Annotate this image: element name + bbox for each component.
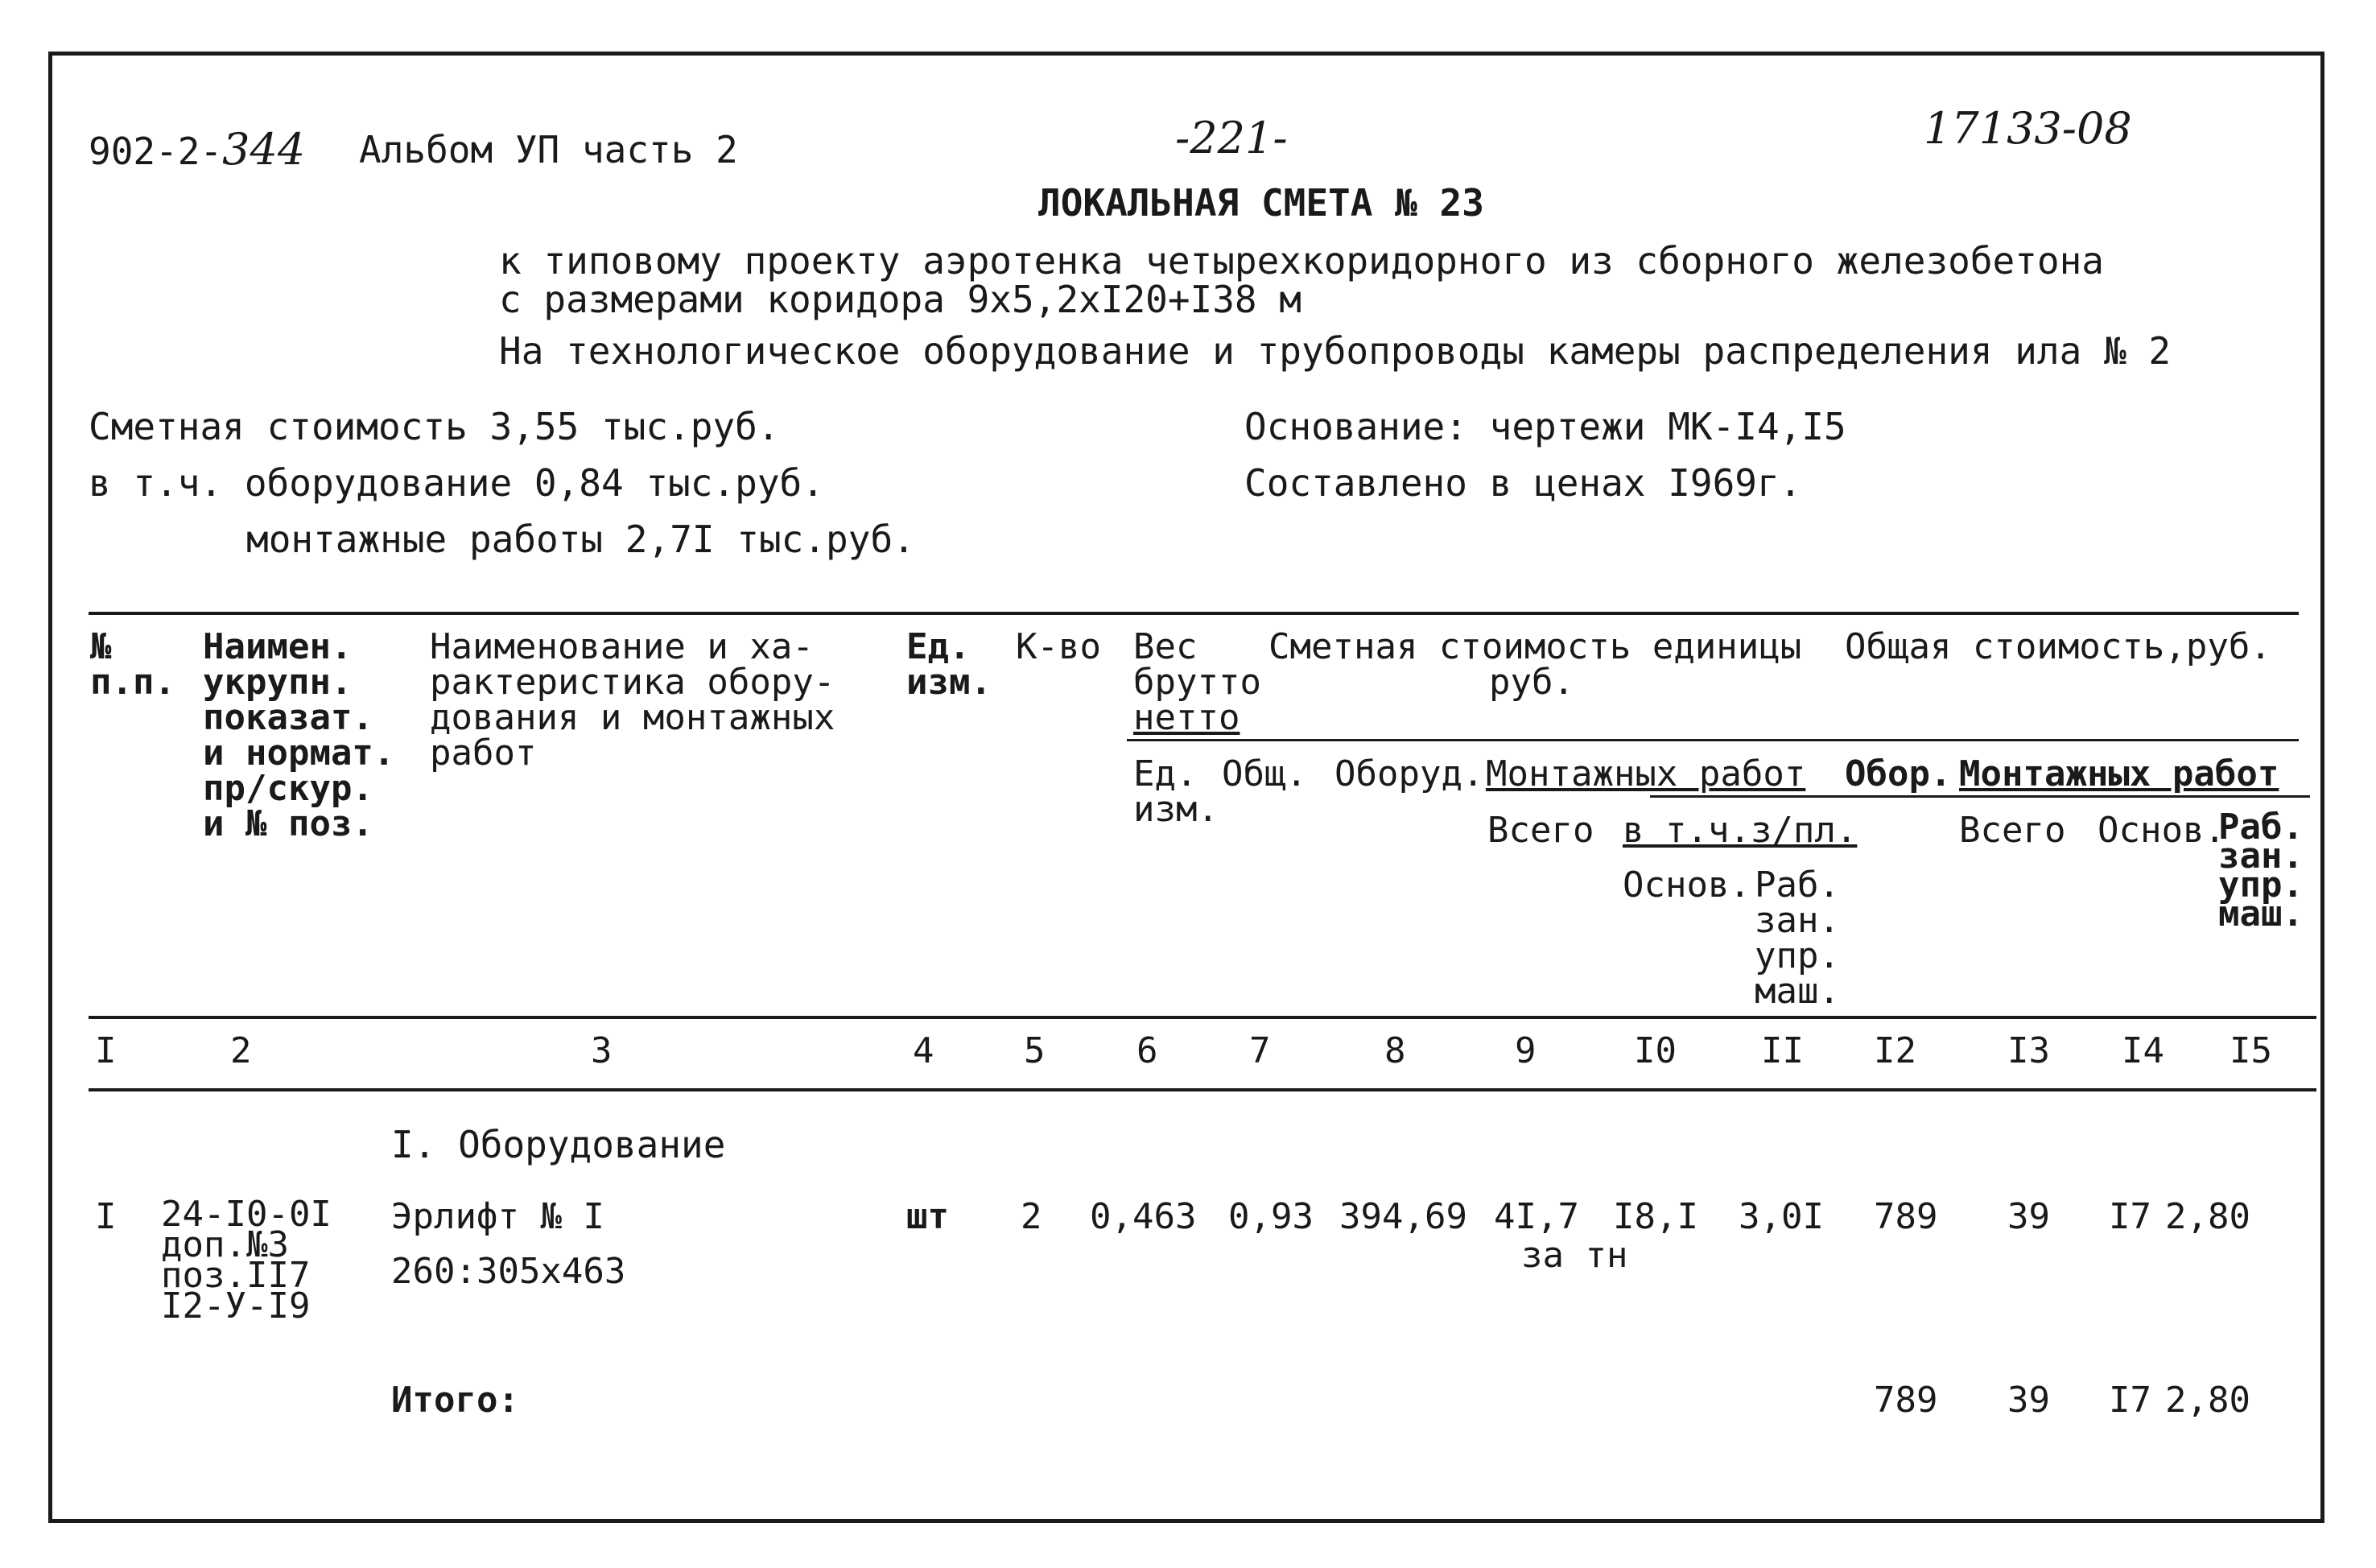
row-code: 24-I0-0I доп.№3 поз.II7 I2-У-I9 [161,1194,332,1327]
col-number-15: I5 [2230,1030,2272,1071]
row-obor-total: 789 [1874,1196,1938,1237]
row-name-dims: 260:305х463 [391,1251,626,1292]
total-vsego: 39 [2007,1380,2050,1421]
basis-text: Основание: чертежи МК-I4,I5 [1244,405,1846,448]
series-suffix: 344 [222,124,306,175]
row-vsego: 4I,7 [1494,1196,1579,1237]
album-label: Альбом УП часть 2 [359,128,738,171]
row-rab-total: 2,80 [2165,1196,2250,1237]
total-obor: 789 [1874,1380,1938,1421]
col-number-14: I4 [2122,1030,2164,1071]
col-header-rab: Раб. зан. упр. маш. [1755,864,1840,1012]
row-za-tn: за тн [1521,1235,1628,1276]
page-number: -221- [1175,113,1288,163]
col-header-vsego2: Всего [1959,810,2066,851]
col-header-unit-cost: Сметная стоимость единицы [1268,626,1802,667]
col-header-vsego: Всего [1487,810,1594,851]
col-header-osnov: Основ. [1623,864,1751,906]
total-osnov: I7 [2109,1380,2151,1421]
col-number-12: I2 [1874,1030,1916,1071]
row-num: I [95,1196,117,1237]
col-number-5: 5 [1024,1030,1046,1071]
col-header-mont2: Монтажных работ [1959,753,2279,794]
col-header-vtch: в т.ч.з/пл. [1623,810,1858,851]
title-line-3: На технологическое оборудование и трубопроводы камеры распределения ила № 2 [499,329,2172,373]
col-number-13: I3 [2007,1030,2050,1071]
works-cost: монтажные работы 2,7I тыс.руб. [246,518,915,561]
col-header-obor: Обор. [1845,753,1952,794]
row-osnov-total: I7 [2109,1196,2151,1237]
row-osnov: I8,I [1613,1196,1698,1237]
prices-text: Составлено в ценах I969г. [1244,461,1802,505]
col-header-rab2: Раб. зан. упр. маш. [2218,807,2304,935]
col-number-6: 6 [1136,1030,1158,1071]
col-header-name: Наименование и ха- рактеристика обору- дования и монтажных работ [430,626,835,774]
col-header-netto: нетто [1133,697,1240,738]
col-header-w-unit: Ед. изм. [1133,753,1219,830]
row-equip: 394,69 [1339,1196,1467,1237]
col-header-unit-cost-rub: руб. [1489,662,1574,703]
row-weight-unit: 0,463 [1090,1196,1197,1237]
col-number-7: 7 [1249,1030,1271,1071]
row-name: Эрлифт № I [391,1196,604,1237]
series-prefix: 902-2- [89,130,223,173]
col-number-11: II [1761,1030,1804,1071]
row-rab: 3,0I [1739,1196,1824,1237]
col-header-unit: Ед. изм. [906,626,992,703]
row-unit: шт [906,1196,949,1237]
col-header-total-cost: Общая стоимость,руб. [1845,626,2271,667]
col-header-code: Наимен. укрупн. показат. и нормат. пр/скур. и № поз. [203,626,395,844]
col-number-4: 4 [913,1030,934,1071]
col-header-qty: К-во [1016,626,1101,667]
col-header-osnov2: Основ. [2098,810,2225,851]
col-header-mont: Монтажных работ [1486,753,1806,794]
section-title: I. Оборудование [391,1123,726,1166]
series-number [89,124,306,175]
total-rab: 2,80 [2165,1380,2250,1421]
total-label: Итого: [391,1380,519,1421]
header-bottom-rule [89,1016,2316,1019]
col-header-weight: Вес брутто [1133,626,1261,703]
estimated-cost: Сметная стоимость 3,55 тыс.руб. [89,405,780,448]
col-header-num: № п.п. [90,626,175,703]
col-number-1: I [95,1030,117,1071]
numbers-bottom-rule [89,1088,2316,1091]
table-top-rule [89,612,2299,615]
row-vsego-total: 39 [2007,1196,2050,1237]
header-mid-rule [1127,739,2299,741]
row-qty: 2 [1021,1196,1042,1237]
col-header-equip: Оборуд. [1334,753,1484,794]
col-header-w-total: Общ. [1222,753,1307,794]
row-weight-total: 0,93 [1228,1196,1314,1237]
document-code: 17133-08 [1924,103,2132,154]
col-number-9: 9 [1515,1030,1537,1071]
col-number-10: I0 [1634,1030,1677,1071]
title-line-1: к типовому проекту аэротенка четырехкоридорного из сборного железобетона [499,239,2104,283]
title-line-2: с размерами коридора 9х5,2хI20+I38 м [499,278,1301,321]
col-number-2: 2 [230,1030,252,1071]
col-number-3: 3 [591,1030,613,1071]
equipment-cost: в т.ч. оборудование 0,84 тыс.руб. [89,461,824,505]
col-number-8: 8 [1384,1030,1406,1071]
header-mid-rule-2 [1650,795,2310,798]
document-title: ЛОКАЛЬНАЯ СМЕТА № 23 [1038,181,1484,225]
